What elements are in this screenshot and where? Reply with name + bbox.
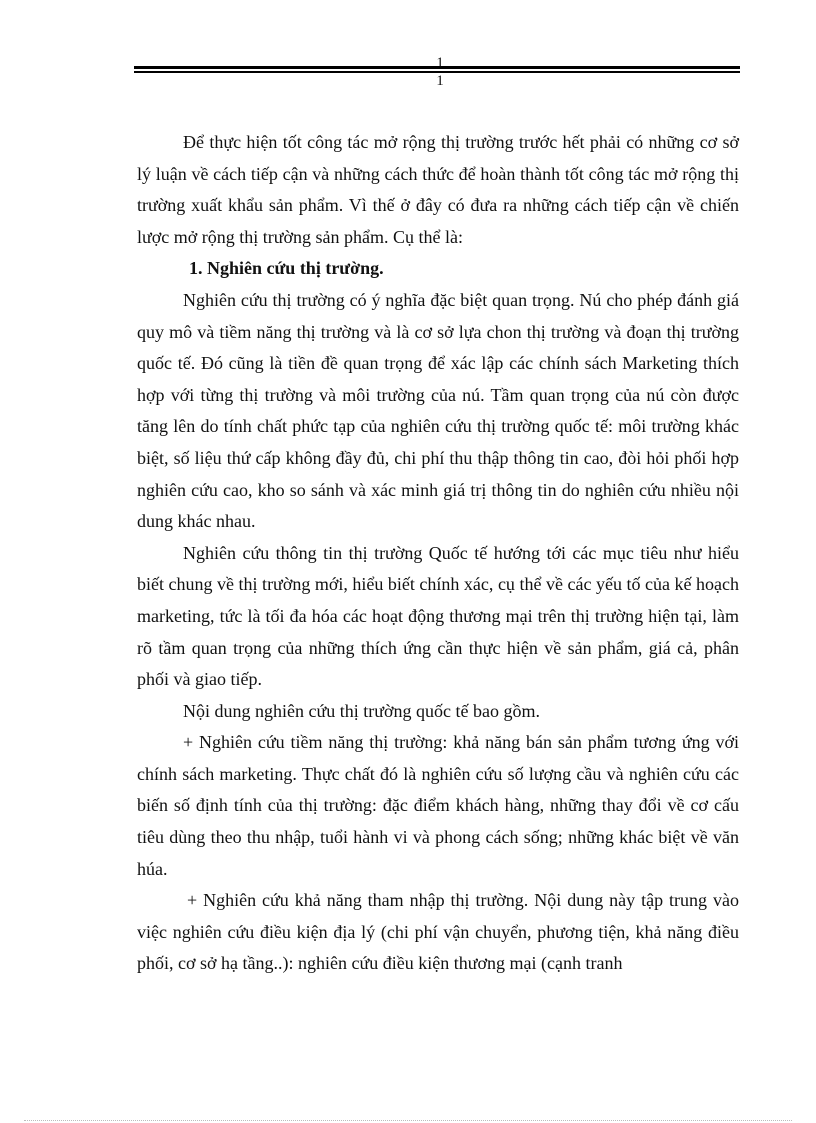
intro-paragraph: Để thực hiện tốt công tác mở rộng thị trường trước hết phải có những cơ sở lý luận về cách tiếp cận và những cách thức để hoàn thành tốt công tác mở rộng thị trường xuất khẩu sản phẩm. Vì thế ở đây có đưa ra những cách tiếp cận về chiến lược mở rộng thị trường sản phẩm. Cụ thể là: xyxy=(137,132,739,247)
bullet-paragraph: + Nghiên cứu tiềm năng thị trường: khả năng bán sản phẩm tương ứng với chính sách marketing. Thực chất đó là nghiên cứu số lượng cầu và nghiên cứu các biến số định tính của thị trường: đặc điểm khách hàng, những thay đổi về cơ cấu tiêu dùng theo thu nhập, tuổi hành vi và phong cách sống; những khác biệt về văn húa. xyxy=(137,732,739,879)
section-heading: 1. Nghiên cứu thị trường. xyxy=(189,258,384,279)
page-number-bottom: 1 xyxy=(436,73,444,89)
document-body xyxy=(137,127,739,980)
bullet-paragraph: + Nghiên cứu khả năng tham nhập thị trường. Nội dung này tập trung vào việc nghiên cứu điều kiện địa lý (chi phí vận chuyển, phương tiện, khả năng điều phối, cơ sở hạ tầng..): nghiên cứu điều kiện thương mại (cạnh tranh xyxy=(137,890,739,974)
header-double-rule xyxy=(134,66,740,73)
page-number-top: 1 xyxy=(436,55,444,71)
body-paragraph: Nghiên cứu thông tin thị trường Quốc tế hướng tới các mục tiêu như hiểu biết chung về thị trường mới, hiểu biết chính xác, cụ thể về các yếu tố của kế hoạch marketing, tức là tối đa hóa các hoạt động thương mại trên thị trường hiện tại, làm rõ tầm quan trọng của những thích ứng cần thực hiện về sản phẩm, giá cả, phân phối và giao tiếp. xyxy=(137,542,739,690)
body-paragraph: Nội dung nghiên cứu thị trường quốc tế bao gồm. xyxy=(183,700,540,721)
body-paragraph: Nghiên cứu thị trường có ý nghĩa đặc biệt quan trọng. Nú cho phép đánh giá quy mô và tiềm năng thị trường và là cơ sở lựa chon thị trường và đoạn thị trường quốc tế. Đó cũng là tiền đề quan trọng để xác lập các chính sách Marketing thích hợp với từng thị trường và môi trường của nú. Tầm quan trọng của nú còn được tăng lên do tính chất phức tạp của nghiên cứu thị trường quốc tế: môi trường khác biệt, số liệu thứ cấp không đầy đủ, chi phí thu thập thông tin cao, đòi hỏi phối hợp nghiên cứu cao, kho so sánh và xác minh giá trị thông tin do nghiên cứu nhiều nội dung khác nhau. xyxy=(137,289,739,532)
footer-dotted-line xyxy=(24,1120,792,1121)
